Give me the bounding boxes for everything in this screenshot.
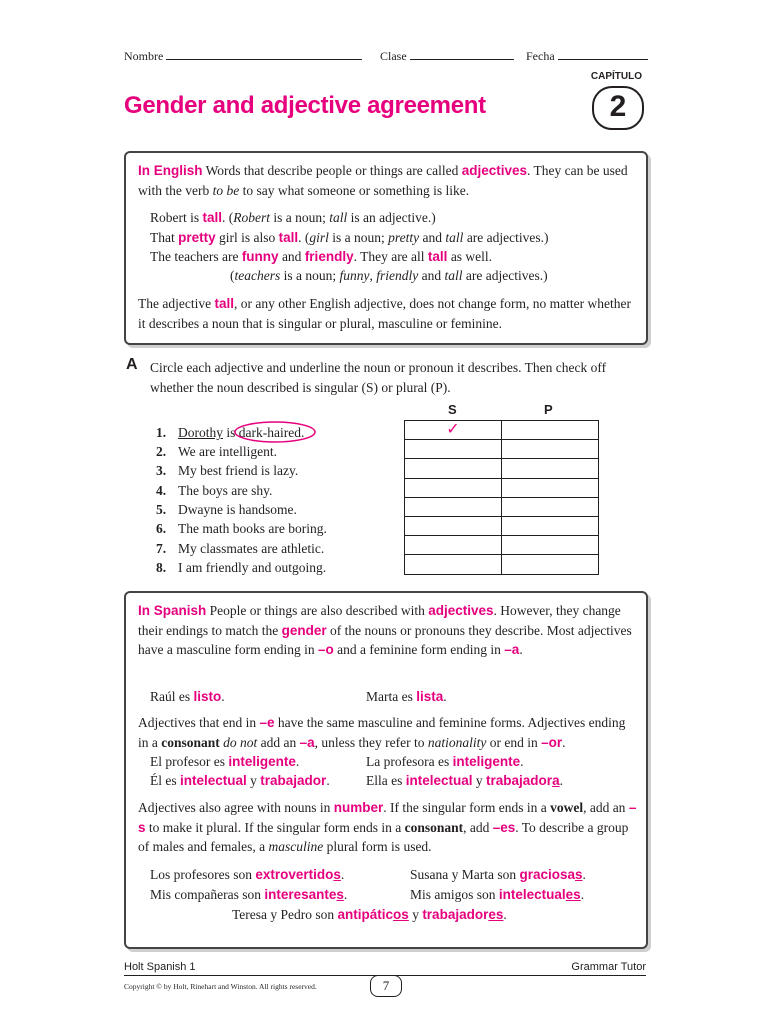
page-number: 7 bbox=[370, 975, 402, 997]
example-el: Él es intelectual y trabajador. bbox=[150, 773, 330, 788]
answer-grid bbox=[404, 420, 599, 575]
spanish-paragraph-2: Adjectives that end in –e have the same masculine and feminine forms. Adjectives ending in a consonant do not add an –a, unless they refer to nationality or end in –or. bbox=[138, 715, 626, 750]
spanish-paragraph-3: Adjectives also agree with nouns in number. If the singular form ends in a vowel, add an –s to make it plural. If the singular form ends in a consonant, add –es. To describe a group of males and females, a masculine plural form is used. bbox=[138, 800, 637, 854]
answer-cell-p[interactable] bbox=[502, 478, 599, 497]
answer-cell-s[interactable] bbox=[405, 497, 502, 516]
answer-cell-p[interactable] bbox=[502, 536, 599, 555]
page-title: Gender and adjective agreement bbox=[124, 92, 486, 119]
footer-book: Holt Spanish 1 bbox=[124, 961, 196, 973]
example-teresa: Teresa y Pedro son antipáticos y trabajadores. bbox=[232, 907, 507, 922]
example-mis-amigos: Mis amigos son intelectuales. bbox=[410, 887, 585, 902]
column-p-header: P bbox=[544, 402, 553, 417]
nombre-label: Nombre bbox=[124, 49, 164, 63]
list-item: 3. My best friend is lazy. bbox=[156, 463, 299, 478]
circled-adjective: dark-haired bbox=[239, 423, 301, 442]
answer-cell-s[interactable] bbox=[405, 555, 502, 574]
english-intro: In English Words that describe people or things are called adjectives. They can be used with the verb to be to say what someone or something is like. bbox=[138, 163, 628, 198]
fecha-label: Fecha bbox=[526, 49, 555, 63]
english-example-2: That pretty girl is also tall. (girl is a noun; pretty and tall are adjectives.) bbox=[150, 230, 549, 245]
answer-cell-s[interactable] bbox=[405, 440, 502, 459]
clase-label: Clase bbox=[380, 49, 407, 63]
answer-cell-p[interactable] bbox=[502, 516, 599, 535]
list-item: 6. The math books are boring. bbox=[156, 521, 327, 536]
answer-cell-s[interactable] bbox=[405, 421, 502, 440]
circle-mark-icon bbox=[233, 420, 317, 444]
english-closing: The adjective tall, or any other English adjective, does not change form, no matter whether it describes a noun that is singular or plural, masculine or feminine. bbox=[138, 296, 631, 331]
english-box bbox=[124, 151, 648, 345]
section-a-letter: A bbox=[126, 356, 138, 373]
english-example-1: Robert is tall. (Robert is a noun; tall is an adjective.) bbox=[150, 210, 436, 225]
spanish-heading: In Spanish bbox=[138, 603, 207, 618]
answer-cell-s[interactable] bbox=[405, 478, 502, 497]
example-marta: Marta es lista. bbox=[366, 689, 447, 704]
fecha-field[interactable] bbox=[526, 49, 648, 64]
answer-cell-s[interactable] bbox=[405, 516, 502, 535]
example-mis-companeras: Mis compañeras son interesantes. bbox=[150, 887, 348, 902]
answer-cell-p[interactable] bbox=[502, 555, 599, 574]
example-profesor: El profesor es inteligente. bbox=[150, 754, 300, 769]
fecha-line[interactable] bbox=[558, 58, 648, 60]
answer-cell-p[interactable] bbox=[502, 459, 599, 478]
section-a-instructions: Circle each adjective and underline the noun or pronoun it describes. Then check off whether the noun described is singular (S) or plural (P). bbox=[150, 360, 607, 395]
footer-series: Grammar Tutor bbox=[571, 961, 646, 973]
english-example-3: The teachers are funny and friendly. They are all tall as well. bbox=[150, 249, 493, 264]
example-profesora: La profesora es inteligente. bbox=[366, 754, 524, 769]
answer-cell-p[interactable] bbox=[502, 421, 599, 440]
list-item: 7. My classmates are athletic. bbox=[156, 541, 325, 556]
list-item: 5. Dwayne is handsome. bbox=[156, 502, 297, 517]
example-susana: Susana y Marta son graciosas. bbox=[410, 867, 586, 882]
list-item: 4. The boys are shy. bbox=[156, 483, 273, 498]
list-item: 2. We are intelligent. bbox=[156, 444, 277, 459]
nombre-field[interactable] bbox=[124, 49, 362, 64]
example-los-profesores: Los profesores son extrovertidos. bbox=[150, 867, 345, 882]
example-raul: Raúl es listo. bbox=[150, 689, 225, 704]
column-s-header: S bbox=[448, 402, 457, 417]
capitulo-label: CAPÍTULO bbox=[590, 71, 642, 82]
list-item: 8. I am friendly and outgoing. bbox=[156, 560, 327, 575]
english-heading: In English bbox=[138, 163, 203, 178]
english-example-4: (teachers is a noun; funny, friendly and tall are adjectives.) bbox=[230, 268, 548, 283]
example-ella: Ella es intelectual y trabajadora. bbox=[366, 773, 563, 788]
capitulo-number: 2 bbox=[592, 86, 644, 130]
answer-cell-p[interactable] bbox=[502, 440, 599, 459]
checkmark-icon: ✓ bbox=[446, 421, 460, 439]
list-item: 1. Dorothy is dark-haired . bbox=[156, 423, 304, 442]
spanish-box bbox=[124, 591, 648, 949]
answer-cell-p[interactable] bbox=[502, 497, 599, 516]
nombre-line[interactable] bbox=[166, 58, 362, 60]
underlined-noun: Dorothy bbox=[178, 425, 223, 440]
spanish-paragraph-1: In Spanish People or things are also described with adjectives. However, they change their endings to match the gender of the nouns or pronouns they describe. Most adjectives have a masculine form ending in –o and a feminine form ending in –a. bbox=[138, 603, 632, 657]
answer-cell-s[interactable] bbox=[405, 459, 502, 478]
footer-copyright: Copyright © by Holt, Rinehart and Winston. All rights reserved. bbox=[124, 982, 317, 991]
clase-line[interactable] bbox=[410, 58, 514, 60]
clase-field[interactable] bbox=[380, 49, 514, 64]
answer-cell-s[interactable] bbox=[405, 536, 502, 555]
